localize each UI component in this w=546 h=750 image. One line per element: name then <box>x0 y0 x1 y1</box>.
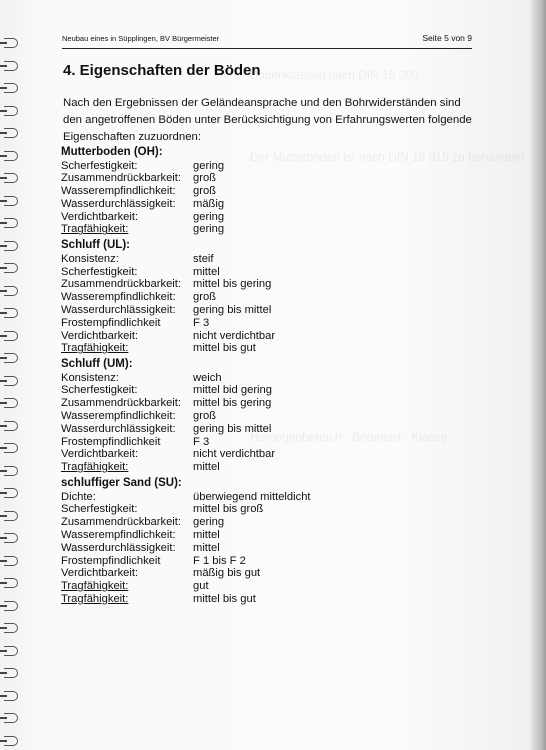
property-label: Verdichtbarkeit: <box>61 329 139 342</box>
property-row <box>61 342 481 355</box>
property-value: steif <box>193 252 214 265</box>
property-row <box>61 436 481 449</box>
property-label: Scherfestigkeit: <box>61 265 138 278</box>
property-value: nicht verdichtbar <box>193 329 276 342</box>
property-value: mittel bis gering <box>193 278 272 291</box>
property-value: gut <box>193 580 209 593</box>
property-value: mittel bis gut <box>193 342 256 355</box>
property-label: Scherfestigkeit: <box>61 503 138 516</box>
property-label: Verdichtbarkeit: <box>61 448 139 461</box>
property-row <box>61 448 481 461</box>
binding-hole <box>0 155 7 157</box>
binding-hole <box>0 132 7 134</box>
property-row <box>61 211 481 224</box>
binding-hole <box>0 650 7 652</box>
property-row <box>61 198 481 211</box>
binding-hole <box>0 515 7 517</box>
property-label: Frostempfindlichkeit <box>61 316 161 329</box>
property-value: groß <box>193 185 217 198</box>
bleed-through-table: Homogenbereich · Bodenart · Klasse <box>250 430 448 444</box>
property-label: Tragfähigkeit: <box>61 461 129 474</box>
binding-hole <box>0 177 7 179</box>
property-row <box>61 593 481 606</box>
soil-section-title: Schluff (UL): <box>61 239 130 252</box>
spiral-binding <box>0 0 26 750</box>
property-label: Wasserempfindlichkeit: <box>61 528 176 541</box>
property-value: F 3 <box>193 316 210 329</box>
binding-hole <box>0 357 7 359</box>
binding-hole <box>0 470 7 472</box>
binding-hole <box>0 560 7 562</box>
binding-hole <box>0 65 7 67</box>
binding-hole <box>0 200 7 202</box>
property-label: Wasserempfindlichkeit: <box>61 410 176 423</box>
property-row <box>61 304 481 317</box>
property-value: F 1 bis F 2 <box>193 554 246 567</box>
binding-hole <box>0 87 7 89</box>
property-label: Verdichtbarkeit: <box>61 567 139 580</box>
property-label: Wasserdurchlässigkeit: <box>61 422 176 435</box>
section-heading: 4. Eigenschaften der Böden <box>63 62 261 79</box>
property-value: mittel bis gut <box>193 592 256 605</box>
property-value: mäßig bis gut <box>193 567 261 580</box>
property-label: Scherfestigkeit: <box>61 384 138 397</box>
property-row <box>61 567 481 580</box>
property-value: mittel bis groß <box>193 503 264 516</box>
property-value: mittel <box>193 541 220 554</box>
property-row <box>61 503 481 516</box>
binding-hole <box>0 492 7 494</box>
property-label: Tragfähigkeit: <box>61 342 129 355</box>
property-label: Zusammendrückbarkeit: <box>61 172 181 185</box>
property-value: gering <box>193 516 225 529</box>
soil-section <box>61 239 481 355</box>
property-row <box>61 491 481 504</box>
property-label: Wasserempfindlichkeit: <box>61 185 176 198</box>
soil-properties-list <box>61 146 481 606</box>
bleed-through-text: Bodenklassen nach DIN 18 300 <box>250 68 419 82</box>
property-label: Zusammendrückbarkeit: <box>61 397 181 410</box>
property-row <box>61 317 481 330</box>
binding-hole <box>0 267 7 269</box>
property-label: Konsistenz: <box>61 371 119 384</box>
property-label: Wasserdurchlässigkeit: <box>61 541 176 554</box>
property-row <box>61 555 481 568</box>
binding-hole <box>0 740 7 742</box>
binding-hole <box>0 627 7 629</box>
property-row <box>61 461 481 474</box>
binding-hole <box>0 695 7 697</box>
soil-section-title: Schluff (UM): <box>61 358 133 371</box>
property-row <box>61 223 481 236</box>
property-row <box>61 372 481 385</box>
property-value: groß <box>193 172 217 185</box>
soil-section-title: Mutterboden (OH): <box>61 146 163 158</box>
property-label: Dichte: <box>61 490 96 503</box>
property-value: gering bis mittel <box>193 303 272 316</box>
property-row <box>61 291 481 304</box>
intro-paragraph: Nach den Ergebnissen der Geländeansprache und den Bohrwiderständen sind den angetroffenen Böden unter Berücksichtigung von Erfahrungswerten folgende Eigenschaften zuzuordnen: <box>63 97 472 143</box>
property-value: überwiegend mitteldicht <box>193 490 311 503</box>
property-label: Wasserdurchlässigkeit: <box>61 303 176 316</box>
binding-hole <box>0 380 7 382</box>
property-label: Zusammendrückbarkeit: <box>61 278 181 291</box>
binding-hole <box>0 425 7 427</box>
property-row <box>61 253 481 266</box>
property-row <box>61 278 481 291</box>
property-value: F 3 <box>193 435 210 448</box>
property-row <box>61 384 481 397</box>
bleed-through-text: Der Mutterboden ist nach DIN 18 915 zu behandeln <box>250 150 525 164</box>
binding-hole <box>0 312 7 314</box>
binding-hole <box>0 335 7 337</box>
binding-hole <box>0 582 7 584</box>
soil-section <box>61 146 481 236</box>
property-label: Scherfestigkeit: <box>61 159 138 172</box>
binding-hole <box>0 447 7 449</box>
soil-section <box>61 477 481 606</box>
property-value: gering bis mittel <box>193 422 272 435</box>
page-header <box>62 32 472 49</box>
property-value: groß <box>193 410 217 423</box>
property-value: groß <box>193 291 217 304</box>
property-row <box>61 397 481 410</box>
binding-hole <box>0 717 7 719</box>
property-value: mittel bis gering <box>193 397 272 410</box>
property-row <box>61 516 481 529</box>
binding-hole <box>0 42 7 44</box>
soil-section-title: schluffiger Sand (SU): <box>61 477 182 490</box>
property-row <box>61 529 481 542</box>
property-value: nicht verdichtbar <box>193 448 276 461</box>
scanner-edge <box>530 0 546 750</box>
property-value: mittel bid gering <box>193 384 272 397</box>
property-label: Frostempfindlichkeit <box>61 554 161 567</box>
property-row <box>61 330 481 343</box>
header-project: Neubau eines in Süpplingen, BV Bürgermeister <box>62 34 220 43</box>
property-row <box>61 160 481 173</box>
property-value: weich <box>193 371 222 384</box>
property-value: gering <box>193 210 225 223</box>
property-row <box>61 580 481 593</box>
property-value: mittel <box>193 528 220 541</box>
property-label: Tragfähigkeit: <box>61 592 129 605</box>
property-value: gering <box>193 159 225 172</box>
binding-hole <box>0 402 7 404</box>
property-label: Zusammendrückbarkeit: <box>61 516 181 529</box>
property-value: mittel <box>193 265 220 278</box>
header-page-number: Seite 5 von 9 <box>422 33 472 43</box>
property-label: Wasserempfindlichkeit: <box>61 291 176 304</box>
property-value: mittel <box>193 461 220 474</box>
property-label: Verdichtbarkeit: <box>61 210 139 223</box>
property-label: Tragfähigkeit: <box>61 580 129 593</box>
property-row <box>61 185 481 198</box>
property-row <box>61 266 481 279</box>
property-row <box>61 172 481 185</box>
property-value: mäßig <box>193 197 225 210</box>
property-label: Tragfähigkeit: <box>61 223 129 236</box>
property-row <box>61 410 481 423</box>
property-value: gering <box>193 223 225 236</box>
soil-section <box>61 358 481 474</box>
binding-hole <box>0 672 7 674</box>
binding-hole <box>0 245 7 247</box>
property-label: Wasserdurchlässigkeit: <box>61 197 176 210</box>
property-row <box>61 542 481 555</box>
binding-hole <box>0 605 7 607</box>
property-label: Konsistenz: <box>61 252 119 265</box>
property-label: Frostempfindlichkeit <box>61 435 161 448</box>
binding-hole <box>0 290 7 292</box>
binding-hole <box>0 537 7 539</box>
binding-hole <box>0 110 7 112</box>
property-row <box>61 423 481 436</box>
binding-hole <box>0 222 7 224</box>
